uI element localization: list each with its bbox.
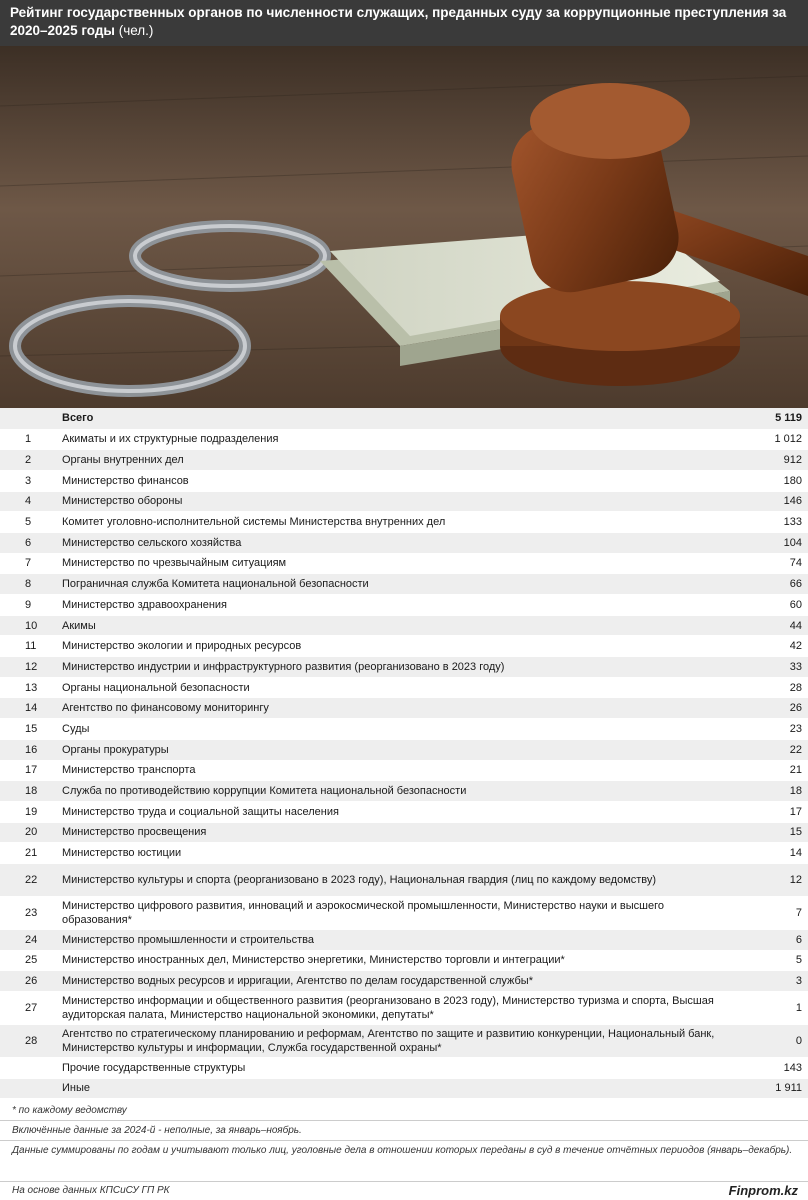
row-value: 14	[728, 843, 808, 864]
row-rank: 28	[0, 1025, 62, 1058]
title-text: Рейтинг государственных органов по численности служащих, преданных суду за коррупционные преступления за 2020–2025 годы	[10, 5, 787, 38]
row-agency-name: Министерство экологии и природных ресурсов	[62, 636, 728, 657]
row-rank: 16	[0, 739, 62, 760]
gavel-money-handcuffs-illustration	[0, 46, 808, 408]
row-value: 42	[728, 636, 808, 657]
row-value: 912	[728, 450, 808, 471]
row-value: 180	[728, 470, 808, 491]
row-value: 17	[728, 801, 808, 822]
note-per-agency: * по каждому ведомству	[12, 1105, 127, 1116]
row-agency-name: Пограничная служба Комитета национальной безопасности	[62, 574, 728, 595]
ranking-table-body	[0, 408, 808, 1099]
row-value: 12	[728, 863, 808, 896]
row-rank: 2	[0, 450, 62, 471]
row-value: 60	[728, 595, 808, 616]
row-value: 0	[728, 1025, 808, 1058]
ranking-table	[0, 408, 808, 1099]
note-2024-partial: Включённые данные за 2024-й - неполные, за январь–ноябрь.	[0, 1120, 808, 1140]
row-agency-name: Министерство индустрии и инфраструктурного развития (реорганизовано в 2023 году)	[62, 657, 728, 678]
row-rank: 19	[0, 801, 62, 822]
table-row	[0, 739, 808, 760]
row-value: 5 119	[728, 408, 808, 429]
row-rank	[0, 408, 62, 429]
row-rank	[0, 1078, 62, 1099]
table-row	[0, 1025, 808, 1058]
row-value: 1	[728, 992, 808, 1025]
note-methodology: Данные суммированы по годам и учитывают только лиц, уголовные дела в отношении которых переданы в суд в течение отчётных периодов (январь–декабрь).	[0, 1140, 808, 1160]
row-rank: 23	[0, 896, 62, 929]
row-rank: 12	[0, 657, 62, 678]
row-rank: 10	[0, 615, 62, 636]
row-value: 26	[728, 698, 808, 719]
title-unit: (чел.)	[118, 23, 154, 38]
table-row	[0, 574, 808, 595]
row-agency-name: Министерство труда и социальной защиты населения	[62, 801, 728, 822]
table-row	[0, 992, 808, 1025]
row-value: 15	[728, 822, 808, 843]
row-agency-name: Министерство просвещения	[62, 822, 728, 843]
row-value: 104	[728, 532, 808, 553]
row-value: 74	[728, 553, 808, 574]
table-row	[0, 781, 808, 802]
row-agency-name: Иные	[62, 1078, 728, 1099]
row-value: 23	[728, 719, 808, 740]
row-agency-name: Министерство водных ресурсов и ирригации, Агентство по делам государственной службы*	[62, 971, 728, 992]
row-rank: 27	[0, 992, 62, 1025]
row-rank: 17	[0, 760, 62, 781]
table-row	[0, 491, 808, 512]
row-agency-name: Министерство здравоохранения	[62, 595, 728, 616]
footer	[0, 1181, 808, 1200]
row-agency-name: Акиматы и их структурные подразделения	[62, 429, 728, 450]
row-agency-name: Министерство цифрового развития, инноваций и аэрокосмической промышленности, Министерство науки и высшего образования*	[62, 896, 728, 929]
row-rank: 14	[0, 698, 62, 719]
row-rank: 13	[0, 677, 62, 698]
notes	[0, 1101, 808, 1160]
row-agency-name: Служба по противодействию коррупции Комитета национальной безопасности	[62, 781, 728, 802]
row-rank: 18	[0, 781, 62, 802]
table-row	[0, 760, 808, 781]
row-agency-name: Министерство обороны	[62, 491, 728, 512]
row-agency-name: Министерство сельского хозяйства	[62, 532, 728, 553]
table-row	[0, 950, 808, 971]
row-agency-name: Комитет уголовно-исполнительной системы Министерства внутренних дел	[62, 512, 728, 533]
table-row	[0, 843, 808, 864]
row-value: 1 012	[728, 429, 808, 450]
row-value: 143	[728, 1058, 808, 1079]
row-agency-name: Акимы	[62, 615, 728, 636]
row-agency-name: Агентство по стратегическому планированию и реформам, Агентство по защите и развитию конкуренции, Национальный банк, Министерство культуры и информации, Служба государственной охраны*	[62, 1025, 728, 1058]
row-agency-name: Прочие государственные структуры	[62, 1058, 728, 1079]
row-agency-name: Министерство иностранных дел, Министерство энергетики, Министерство торговли и интеграции*	[62, 950, 728, 971]
row-agency-name: Органы прокуратуры	[62, 739, 728, 760]
row-value: 7	[728, 896, 808, 929]
table-row	[0, 470, 808, 491]
table-row	[0, 553, 808, 574]
row-agency-name: Органы национальной безопасности	[62, 677, 728, 698]
table-row	[0, 636, 808, 657]
table-row-other	[0, 1078, 808, 1099]
row-value: 3	[728, 971, 808, 992]
row-rank: 20	[0, 822, 62, 843]
row-value: 22	[728, 739, 808, 760]
row-agency-name: Министерство юстиции	[62, 843, 728, 864]
row-agency-name: Всего	[62, 408, 728, 429]
row-agency-name: Суды	[62, 719, 728, 740]
row-value: 28	[728, 677, 808, 698]
row-rank: 3	[0, 470, 62, 491]
row-rank: 11	[0, 636, 62, 657]
table-row-other	[0, 1058, 808, 1079]
page-title	[0, 0, 808, 46]
table-row	[0, 863, 808, 896]
source-text: На основе данных КПСиСУ ГП РК	[12, 1185, 170, 1196]
row-agency-name: Министерство информации и общественного развития (реорганизовано в 2023 году), Министерство туризма и спорта, Высшая аудиторская палата, Министерство национальной экономики, депутаты*	[62, 992, 728, 1025]
table-row	[0, 801, 808, 822]
table-row	[0, 677, 808, 698]
row-value: 44	[728, 615, 808, 636]
row-value: 5	[728, 950, 808, 971]
table-row	[0, 698, 808, 719]
table-row	[0, 615, 808, 636]
row-agency-name: Министерство культуры и спорта (реорганизовано в 2023 году), Национальная гвардия (лиц по каждому ведомству)	[62, 863, 728, 896]
table-row	[0, 532, 808, 553]
table-row	[0, 719, 808, 740]
row-rank: 26	[0, 971, 62, 992]
table-row	[0, 512, 808, 533]
hero-image	[0, 46, 808, 408]
table-row	[0, 657, 808, 678]
row-agency-name: Министерство промышленности и строительства	[62, 929, 728, 950]
table-row	[0, 822, 808, 843]
row-agency-name: Министерство транспорта	[62, 760, 728, 781]
row-value: 33	[728, 657, 808, 678]
row-rank: 15	[0, 719, 62, 740]
row-rank: 1	[0, 429, 62, 450]
table-row	[0, 450, 808, 471]
row-rank: 7	[0, 553, 62, 574]
table-row	[0, 896, 808, 929]
row-agency-name: Органы внутренних дел	[62, 450, 728, 471]
table-row	[0, 971, 808, 992]
table-row-total	[0, 408, 808, 429]
row-value: 21	[728, 760, 808, 781]
row-value: 66	[728, 574, 808, 595]
brand-logo: Finprom.kz	[728, 1183, 798, 1198]
row-value: 133	[728, 512, 808, 533]
row-value: 146	[728, 491, 808, 512]
row-rank: 4	[0, 491, 62, 512]
row-value: 6	[728, 929, 808, 950]
row-value: 18	[728, 781, 808, 802]
table-row	[0, 929, 808, 950]
row-rank: 25	[0, 950, 62, 971]
row-agency-name: Министерство по чрезвычайным ситуациям	[62, 553, 728, 574]
row-rank: 24	[0, 929, 62, 950]
row-rank: 22	[0, 863, 62, 896]
row-rank: 5	[0, 512, 62, 533]
row-rank: 9	[0, 595, 62, 616]
row-rank: 8	[0, 574, 62, 595]
row-rank: 6	[0, 532, 62, 553]
row-agency-name: Министерство финансов	[62, 470, 728, 491]
table-row	[0, 595, 808, 616]
row-agency-name: Агентство по финансовому мониторингу	[62, 698, 728, 719]
row-rank	[0, 1058, 62, 1079]
row-value: 1 911	[728, 1078, 808, 1099]
table-row	[0, 429, 808, 450]
row-rank: 21	[0, 843, 62, 864]
